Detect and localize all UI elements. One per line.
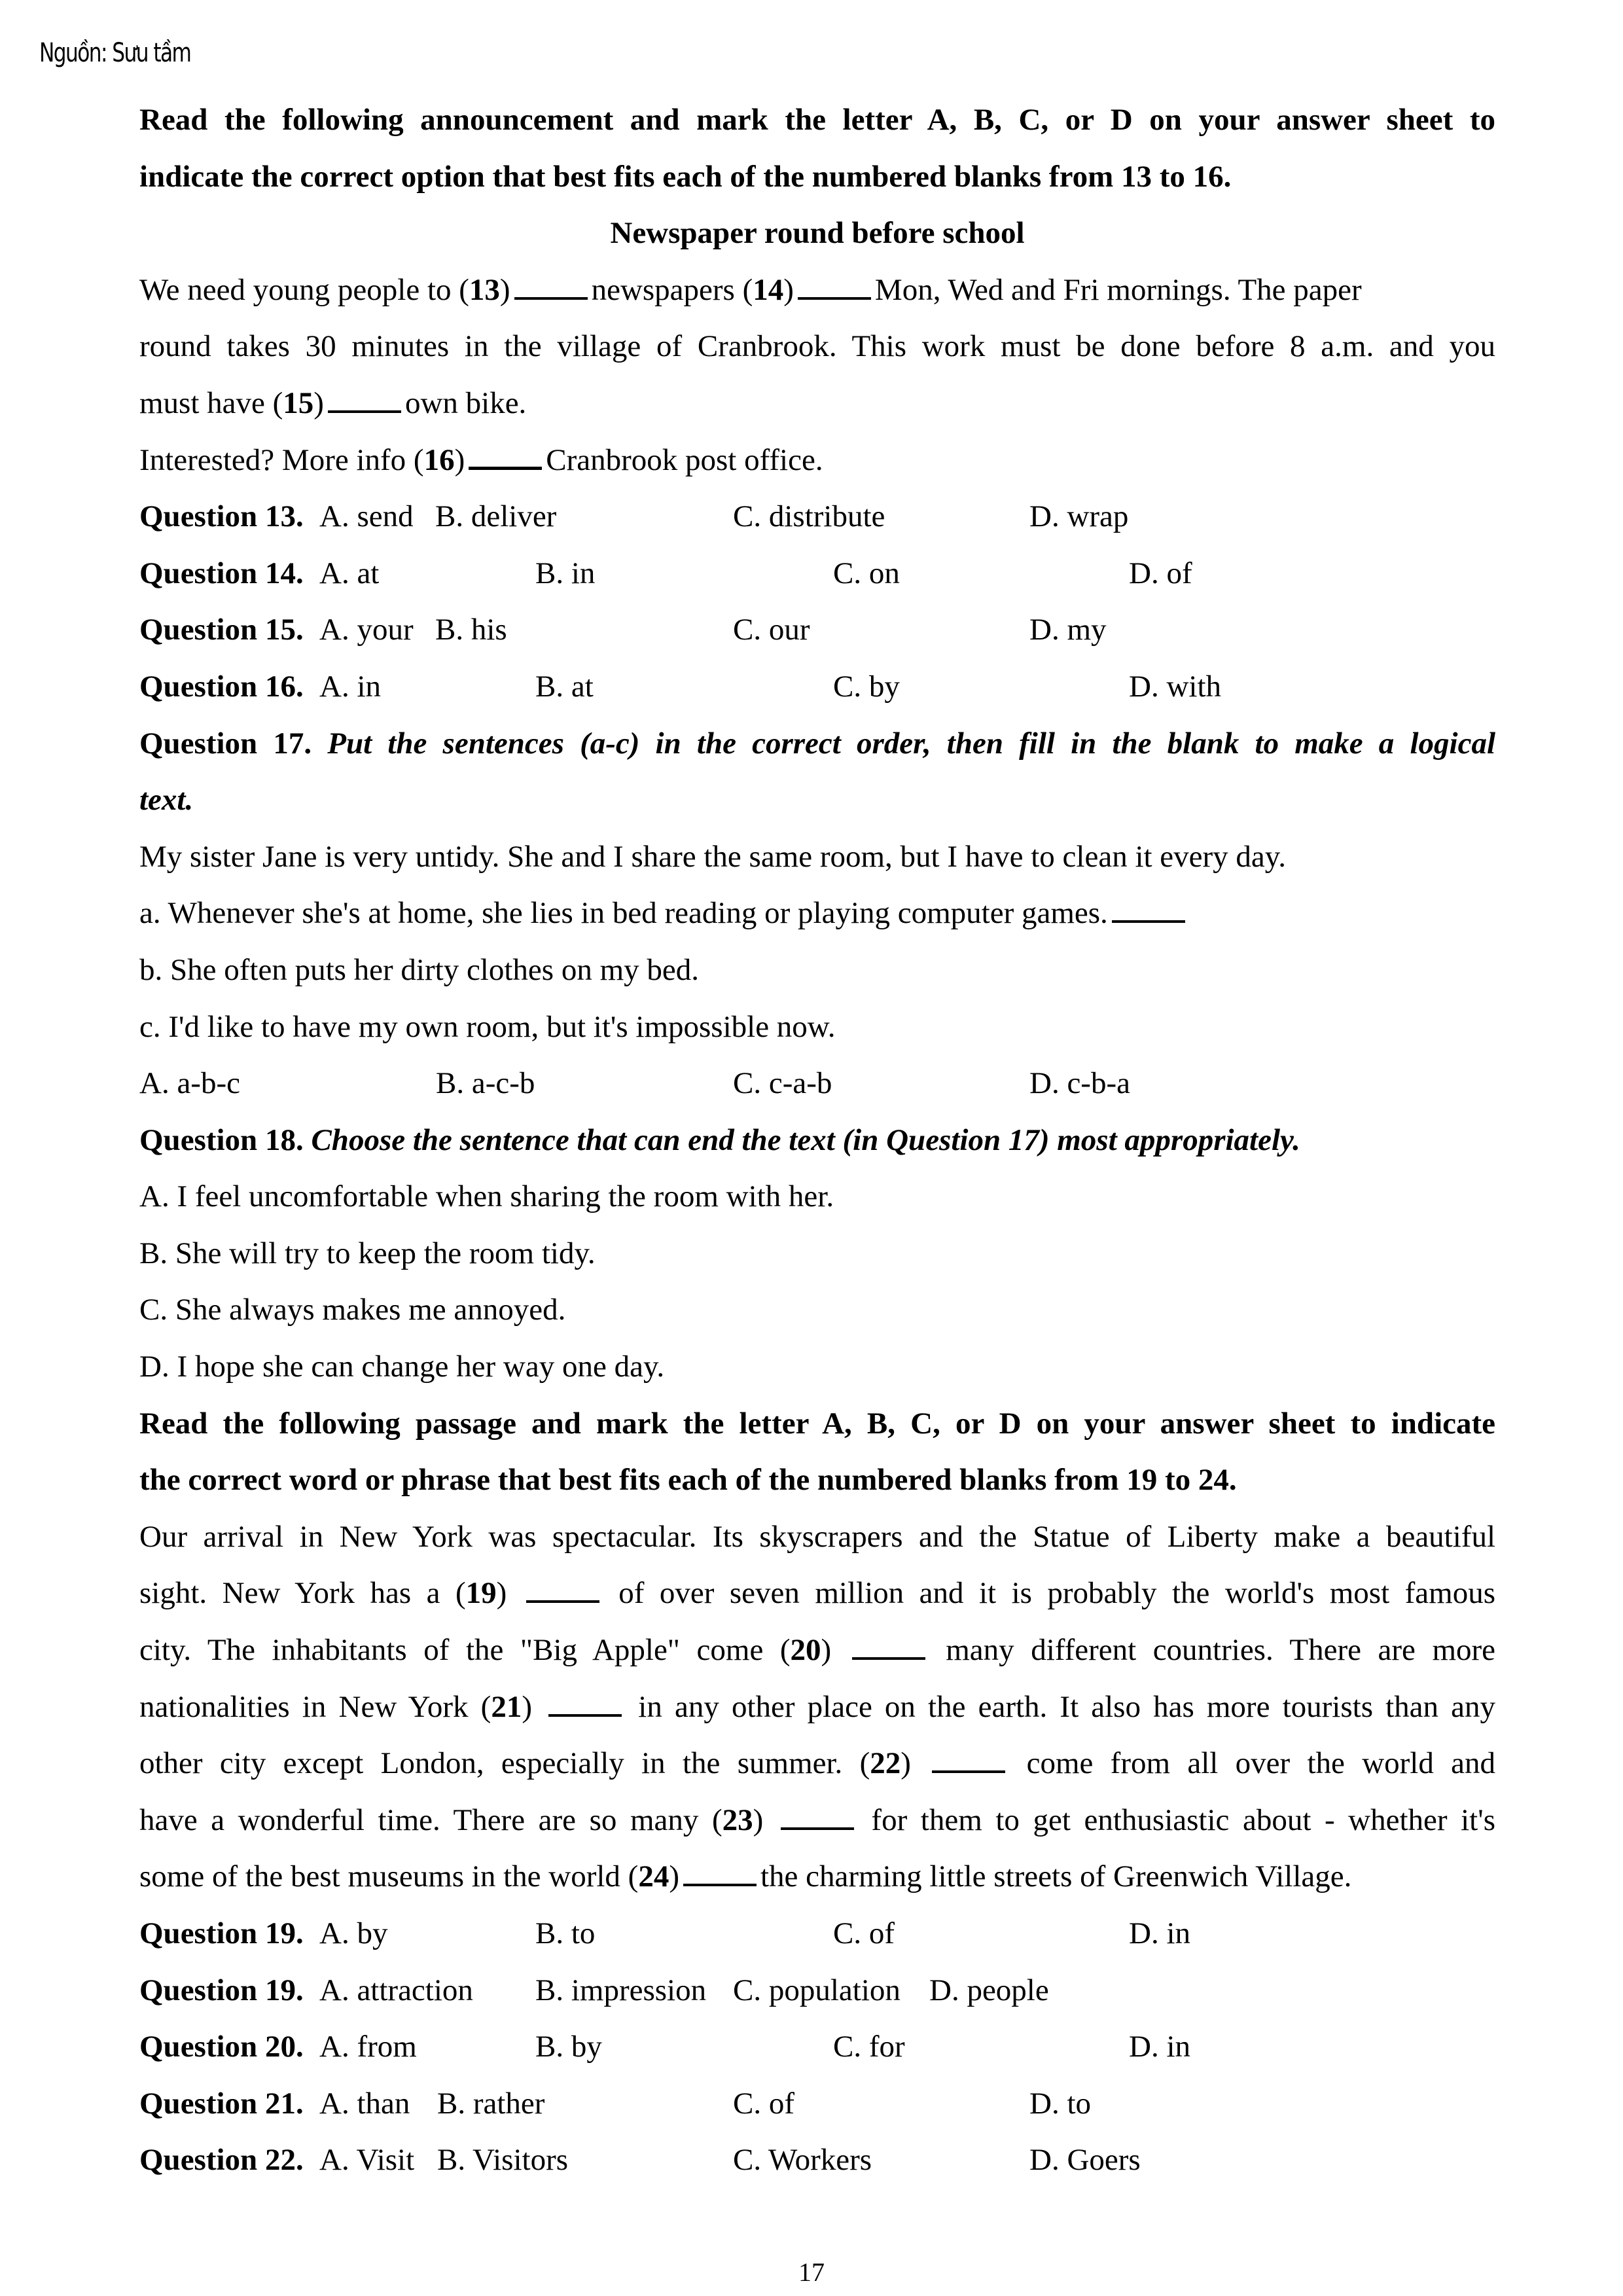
option-c[interactable]: C. distribute: [733, 499, 885, 534]
option-b[interactable]: B. She will try to keep the room tidy.: [139, 1236, 596, 1270]
option-b[interactable]: B. to: [535, 1916, 596, 1950]
option-d[interactable]: D. to: [1029, 2086, 1091, 2121]
question-20: Question 20. A. from B. by C. for D. in: [139, 2018, 1495, 2075]
option-a[interactable]: A. from: [319, 2030, 417, 2064]
option-a[interactable]: A. attraction: [319, 1973, 473, 2007]
blank-16[interactable]: [469, 447, 542, 470]
option-d[interactable]: D. c-b-a: [1029, 1066, 1130, 1101]
sentence-c: c. I'd like to have my own room, but it's impossible now.: [139, 1009, 836, 1044]
question-16: Question 16. A. in B. at C. by D. with: [139, 658, 1495, 715]
passage-line-5: other city except London, especially in the summer. (22) come from all over the world and: [139, 1746, 1495, 1781]
question-17-instruction-cont: text.: [139, 783, 194, 817]
blank-23[interactable]: [781, 1808, 854, 1830]
option-c[interactable]: C. of: [833, 1916, 895, 1950]
option-d[interactable]: D. Goers: [1029, 2143, 1141, 2178]
question-15: Question 15. A. your B. his C. our D. my: [139, 601, 1495, 658]
option-c[interactable]: C. for: [833, 2030, 905, 2064]
passage-line-4: nationalities in New York (21) in any other place on the earth. It also has more tourists than any: [139, 1689, 1495, 1724]
blank-17[interactable]: [1112, 901, 1185, 923]
option-d[interactable]: D. people: [929, 1973, 1049, 2007]
option-c[interactable]: C. by: [833, 669, 900, 704]
option-a[interactable]: A. at: [319, 556, 380, 590]
option-b[interactable]: B. a-c-b: [436, 1066, 535, 1101]
section2-instruction-line2: the correct word or phrase that best fits each of the numbered blanks from 19 to 24.: [139, 1463, 1237, 1498]
announcement-line-1: We need young people to (13) newspapers (14) Mon, Wed and Fri mornings. The paper: [139, 272, 1362, 307]
passage-line-6: have a wonderful time. There are so many (23) for them to get enthusiastic about - whether it's: [139, 1803, 1495, 1837]
passage-line-2: sight. New York has a (19) of over seven million and it is probably the world's most famous: [139, 1576, 1495, 1611]
option-d[interactable]: D. of: [1129, 556, 1192, 590]
sentence-b: b. She often puts her dirty clothes on my bed.: [139, 952, 699, 987]
question-13: Question 13. A. send B. deliver C. distribute D. wrap: [139, 488, 1495, 545]
sentence-a: a. Whenever she's at home, she lies in bed reading or playing computer games.: [139, 885, 1495, 942]
option-c[interactable]: C. population: [733, 1973, 901, 2007]
announcement-line-3: must have (15) own bike.: [139, 386, 527, 420]
passage-line-1: Our arrival in New York was spectacular. Its skyscrapers and the Statue of Liberty make a beautiful: [139, 1519, 1495, 1554]
blank-14[interactable]: [798, 278, 871, 300]
option-a[interactable]: A. Visit: [319, 2143, 415, 2178]
option-c[interactable]: C. She always makes me annoyed.: [139, 1293, 566, 1327]
option-b[interactable]: B. deliver: [435, 499, 557, 534]
blank-13[interactable]: [514, 278, 588, 300]
option-a[interactable]: A. by: [319, 1916, 388, 1950]
option-d[interactable]: D. in: [1129, 1916, 1190, 1950]
question-18-instruction: Question 18. Choose the sentence that can end the text (in Question 17) most appropriately.: [139, 1122, 1300, 1157]
blank-21[interactable]: [548, 1695, 622, 1717]
blank-15[interactable]: [328, 391, 401, 413]
announcement-line-2: round takes 30 minutes in the village of Cranbrook. This work must be done before 8 a.m. and you: [139, 329, 1495, 364]
question-19a: Question 19. A. by B. to C. of D. in: [139, 1905, 1495, 1962]
option-b[interactable]: B. rather: [437, 2086, 545, 2121]
question-17-intro: My sister Jane is very untidy. She and I share the same room, but I have to clean it every day.: [139, 839, 1286, 874]
option-a[interactable]: A. in: [319, 669, 381, 704]
option-a[interactable]: A. send: [319, 499, 414, 534]
passage-line-7: some of the best museums in the world (24) the charming little streets of Greenwich Village.: [139, 1859, 1352, 1894]
option-c[interactable]: C. our: [733, 613, 810, 647]
option-b[interactable]: B. in: [535, 556, 596, 590]
announcement-title: Newspaper round before school: [610, 216, 1025, 251]
question-17-instruction: Question 17. Put the sentences (a-c) in the correct order, then fill in the blank to make a logical: [139, 726, 1495, 761]
option-a[interactable]: A. than: [319, 2086, 410, 2121]
blank-20[interactable]: [852, 1638, 925, 1660]
question-22: Question 22. A. Visit B. Visitors C. Workers D. Goers: [139, 2132, 1495, 2189]
question-19b: Question 19. A. attraction B. impression C. population D. people: [139, 1962, 1495, 2019]
document-page: [139, 92, 1495, 2189]
question-14: Question 14. A. at B. in C. on D. of: [139, 545, 1495, 602]
blank-22[interactable]: [932, 1751, 1005, 1773]
option-c[interactable]: C. Workers: [733, 2143, 872, 2178]
option-a[interactable]: A. your: [319, 613, 414, 647]
passage-line-3: city. The inhabitants of the "Big Apple" come (20) many different countries. There are more: [139, 1633, 1495, 1668]
option-b[interactable]: B. impression: [535, 1973, 707, 2007]
option-b[interactable]: B. his: [435, 613, 507, 647]
option-b[interactable]: B. by: [535, 2030, 602, 2064]
page-number: 17: [798, 2257, 825, 2287]
option-a[interactable]: A. a-b-c: [139, 1066, 240, 1101]
question-21: Question 21. A. than B. rather C. of D. to: [139, 2075, 1495, 2132]
blank-24[interactable]: [683, 1864, 757, 1886]
option-d[interactable]: D. I hope she can change her way one day.: [139, 1350, 665, 1384]
option-d[interactable]: D. in: [1129, 2030, 1190, 2064]
option-b[interactable]: B. at: [535, 669, 594, 704]
option-c[interactable]: C. on: [833, 556, 900, 590]
blank-19[interactable]: [526, 1581, 599, 1603]
option-b[interactable]: B. Visitors: [437, 2143, 569, 2178]
option-d[interactable]: D. wrap: [1029, 499, 1129, 534]
option-d[interactable]: D. my: [1029, 613, 1107, 647]
option-d[interactable]: D. with: [1129, 669, 1221, 704]
section2-instruction-line1: Read the following passage and mark the letter A, B, C, or D on your answer sheet to indicate: [139, 1406, 1495, 1441]
option-c[interactable]: C. c-a-b: [733, 1066, 832, 1101]
option-a[interactable]: A. I feel uncomfortable when sharing the room with her.: [139, 1179, 834, 1214]
announcement-line-4: Interested? More info (16) Cranbrook post office.: [139, 442, 823, 477]
source-note: Nguồn: Sưu tầm: [39, 38, 191, 68]
section1-instruction-line2: indicate the correct option that best fits each of the numbered blanks from 13 to 16.: [139, 159, 1232, 194]
question-17-options: [139, 1055, 1495, 1112]
option-c[interactable]: C. of: [733, 2086, 794, 2121]
section1-instruction-line1: Read the following announcement and mark the letter A, B, C, or D on your answer sheet to: [139, 103, 1495, 137]
